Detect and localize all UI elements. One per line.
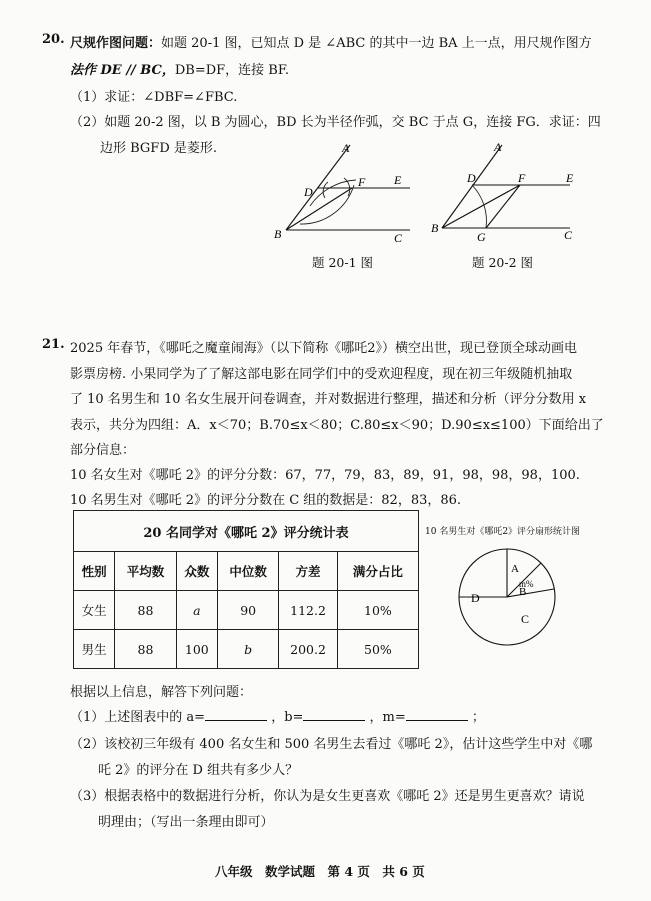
answer-blank-b[interactable] (303, 709, 365, 721)
table-cell: 88 (115, 591, 176, 630)
q21-number: 21. (42, 337, 65, 352)
table-row (74, 630, 419, 669)
page-footer: 八年级 数学试题 第 4 页 共 6 页 (215, 864, 425, 879)
header-variance: 方差 (279, 552, 338, 591)
arc-bd (472, 185, 486, 228)
q20-line1 (70, 32, 592, 51)
table-cell: 男生 (74, 630, 115, 669)
q21-para-1: 2025 年春节，《哪吒之魔童闹海》（以下简称《哪吒2》）横空出世，现已登顶全球动画电 (70, 341, 577, 356)
q21-sub1 (70, 706, 485, 725)
label-c: C (394, 231, 403, 245)
q21-sub3-line2: 明理由；（写出一条理由即可） (98, 815, 274, 830)
table-cell: a (176, 591, 217, 630)
label-b: B (274, 227, 282, 241)
q21-para-2: 影票房榜. 小果同学为了了解这部电影在同学们中的受欢迎程度，现在初三年级随机抽取 (70, 367, 573, 382)
table-cell: 88 (115, 630, 176, 669)
label-e-2: E (566, 171, 574, 185)
ray-ba-2 (442, 145, 502, 228)
pie-label-d: D (471, 591, 480, 605)
header-mode: 众数 (176, 552, 217, 591)
label-e: E (394, 173, 402, 187)
table-cell: 100 (176, 630, 217, 669)
sub1-m-label: ，m= (369, 710, 406, 725)
q21-para-3: 了 10 名男生和 10 名女生展开问卷调查，并对数据进行整理，描述和分析（评分分数用 x (70, 392, 587, 407)
q21-para-4: 表示，共分为四组：A．x＜70；B.70≤x＜80；C.80≤x＜90；D.90≤x≤100）下面给出了 (70, 418, 604, 433)
segment-bf-2 (442, 185, 520, 228)
segment-gf (486, 185, 520, 228)
sub1-b-label: ，b= (271, 710, 304, 725)
table-caption: 20 名同学对《哪吒 2》评分统计表 (74, 511, 419, 552)
header-gender: 性别 (74, 552, 115, 591)
q20-part1: （1）求证：∠DBF=∠FBC. (70, 90, 238, 105)
table-cell: 200.2 (279, 630, 338, 669)
answer-blank-m[interactable] (406, 709, 468, 721)
q21-sub2-line1: （2）该校初三年级有 400 名女生和 500 名男生去看过《哪吒 2》，估计这些学生中对《哪 (70, 737, 593, 752)
table-cell: 女生 (74, 591, 115, 630)
pie-label-m: m% (519, 579, 534, 589)
q20-number: 20. (42, 32, 65, 47)
q21-sub3-line1: （3）根据表格中的数据进行分析，你认为是女生更喜欢《哪吒 2》还是男生更喜欢？请说 (70, 789, 585, 804)
q20-title: 尺规作图问题： (70, 36, 162, 51)
pie-label-a: A (511, 563, 519, 575)
q21-boys-scores: 10 名男生对《哪吒 2》的评分分数在 C 组的数据是：82，83，86. (70, 493, 462, 508)
stats-table (73, 510, 419, 669)
label-d-2: D (467, 171, 476, 185)
table-cell: 112.2 (279, 591, 338, 630)
label-f-2: F (518, 171, 526, 185)
header-mean: 平均数 (115, 552, 176, 591)
pie-label-b: B (519, 586, 527, 598)
q20-method: 法作 DE // BC， (70, 63, 175, 78)
q21-para-5: 部分信息： (70, 443, 136, 458)
table-row (74, 591, 419, 630)
label-f: F (358, 175, 366, 189)
fig1-caption: 题 20-1 图 (312, 255, 374, 270)
figure-20-2 (430, 140, 580, 250)
figure-20-1 (270, 140, 420, 250)
q21-girls-scores: 10 名女生对《哪吒 2》的评分分数：67，77，79，83，89，91，98，98，98，100. (70, 468, 580, 483)
sub1-a-label: （1）上述图表中的 a= (70, 710, 206, 725)
label-a: A (342, 141, 350, 155)
q20-line1-text: 如题 20-1 图，已知点 D 是 ∠ABC 的其中一边 BA 上一点，用尺规作图方 (161, 36, 592, 51)
label-g: G (477, 230, 486, 244)
q20-part2-line2: 边形 BGFD 是菱形. (100, 141, 218, 156)
segment-bf (286, 188, 352, 230)
table-cell: 10% (337, 591, 418, 630)
header-full-score-rate: 满分占比 (337, 552, 418, 591)
pie-title: 10 名男生对《哪吒2》评分扇形统计图 (425, 527, 581, 537)
label-c-2: C (564, 228, 573, 242)
label-a-2: A (494, 140, 502, 154)
q20-line2-text: DB=DF，连接 BF. (174, 63, 289, 78)
table-cell: b (218, 630, 279, 669)
table-cell: 90 (218, 591, 279, 630)
label-b-2: B (431, 221, 439, 235)
header-median: 中位数 (218, 552, 279, 591)
label-d: D (304, 185, 313, 199)
table-cell: 50% (337, 630, 418, 669)
q21-sub2-line2: 吒 2》的评分在 D 组共有多少人？ (98, 763, 299, 778)
pie-chart (455, 545, 565, 655)
q20-line2 (70, 59, 289, 78)
pie-label-c: C (521, 612, 530, 626)
sub1-end: ； (471, 710, 485, 725)
answer-blank-a[interactable] (205, 709, 267, 721)
q21-intro: 根据以上信息，解答下列问题： (70, 685, 253, 700)
fig2-caption: 题 20-2 图 (472, 255, 534, 270)
q20-part2-line1: （2）如题 20-2 图，以 B 为圆心，BD 长为半径作弧，交 BC 于点 G，连接 FG．求证：四 (70, 115, 601, 130)
